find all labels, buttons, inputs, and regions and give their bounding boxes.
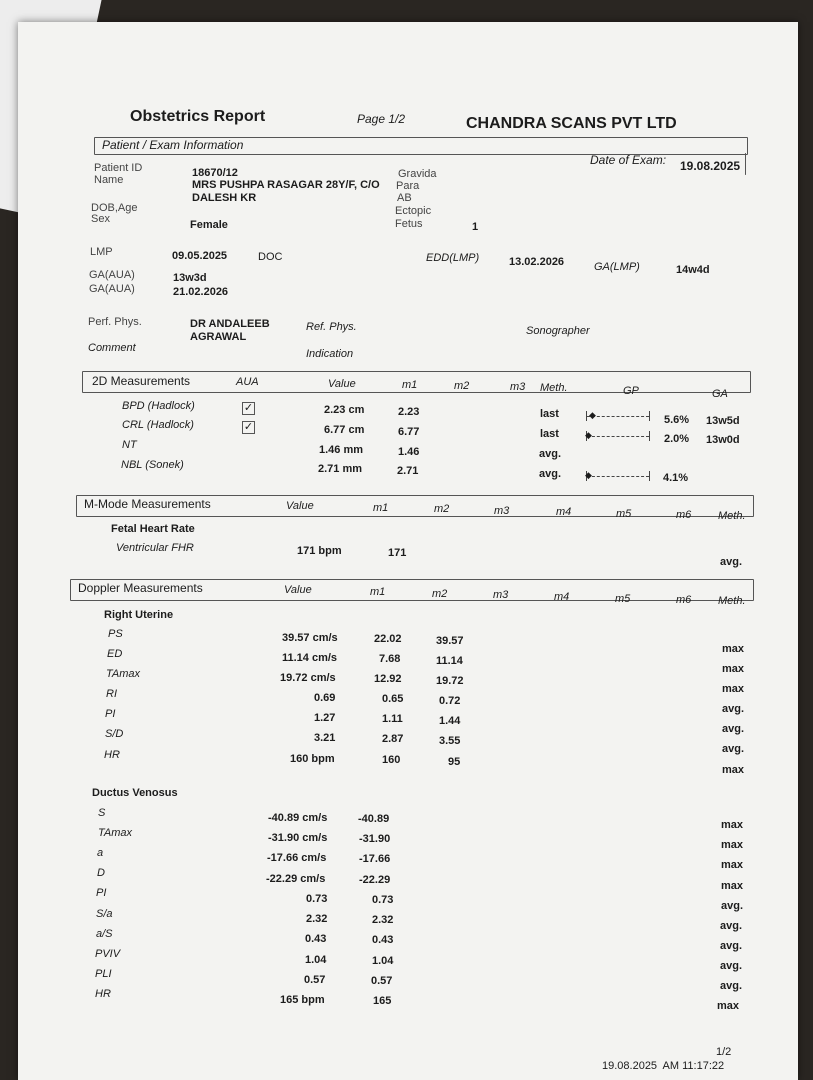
dv-row-m1: -31.90 <box>359 833 391 845</box>
ru-row-meth: avg. <box>722 703 745 715</box>
col-gp: GP <box>623 385 639 397</box>
dv-row-m1: -17.66 <box>359 853 391 865</box>
row-2d-gp: 5.6% <box>664 414 690 426</box>
mmode-col-m1: m1 <box>373 502 389 514</box>
ru-row-m2: 1.44 <box>439 715 461 727</box>
row-2d-gp: 2.0% <box>664 433 690 445</box>
ru-row-value: 160 bpm <box>290 753 335 765</box>
ru-row-meth: max <box>722 663 745 675</box>
mmode-row-m1: 171 <box>388 547 407 559</box>
ru-row-name: PI <box>105 708 116 720</box>
row-2d-gp: 4.1% <box>663 472 689 484</box>
mmode-col-m6: m6 <box>676 509 692 521</box>
dv-row-value: 1.04 <box>305 954 327 966</box>
edd-lmp-value: 13.02.2026 <box>509 256 565 268</box>
dv-row-meth: avg. <box>720 920 743 932</box>
doppler-col-m5: m5 <box>615 593 631 605</box>
mmode-col-value: Value <box>286 500 314 512</box>
ru-row-m2: 3.55 <box>439 735 461 747</box>
row-2d-value: 1.46 mm <box>319 444 364 456</box>
page-number: Page 1/2 <box>357 112 406 126</box>
sonographer-label: Sonographer <box>526 325 590 337</box>
ectopic-label: Ectopic <box>395 205 432 217</box>
ru-row-m2: 95 <box>448 756 461 768</box>
fetus-label: Fetus <box>395 218 423 230</box>
doppler-col-m4: m4 <box>554 591 570 603</box>
dv-row-name: S <box>98 807 106 819</box>
col-aua: AUA <box>236 376 259 388</box>
dv-row-name: a/S <box>96 928 113 940</box>
dv-row-value: 2.32 <box>306 913 328 925</box>
dv-row-name: D <box>97 867 105 879</box>
dv-row-name: a <box>97 847 104 859</box>
exam-date-label: Date of Exam: <box>590 153 667 167</box>
mmode-col-m4: m4 <box>556 506 572 518</box>
col-ga: GA <box>712 388 728 400</box>
gp-range-bar: ◆ <box>586 411 650 421</box>
dv-row-meth: avg. <box>720 940 743 952</box>
patient-id-value: 18670/12 <box>192 167 238 179</box>
row-2d-meth: avg. <box>539 448 562 460</box>
section-mmode-title: M-Mode Measurements <box>84 497 211 511</box>
perf-phys-line2: AGRAWAL <box>190 331 247 343</box>
ru-row-m2: 19.72 <box>436 675 464 687</box>
mmode-group-title: Fetal Heart Rate <box>111 523 195 535</box>
dv-row-value: 0.57 <box>304 974 326 986</box>
ru-row-m1: 1.11 <box>382 713 403 725</box>
row-2d-m1: 6.77 <box>398 426 420 438</box>
row-2d-ga: 13w0d <box>706 434 740 446</box>
mmode-row-name: Ventricular FHR <box>116 542 194 554</box>
ru-row-name: TAmax <box>106 668 141 680</box>
exam-date-value: 19.08.2025 <box>680 159 741 173</box>
gp-range-bar: ◆ <box>586 471 650 481</box>
dv-row-value: 0.43 <box>305 933 327 945</box>
report-page <box>18 22 798 1080</box>
col-m3: m3 <box>510 381 526 393</box>
ga-lmp-value: 14w4d <box>676 264 710 276</box>
patient-section-title: Patient / Exam Information <box>102 138 244 152</box>
dv-row-value: -17.66 cm/s <box>267 852 327 864</box>
ru-row-meth: max <box>722 683 745 695</box>
comment-label: Comment <box>88 342 136 354</box>
dv-row-value: -31.90 cm/s <box>268 832 328 844</box>
ru-row-value: 1.27 <box>314 712 336 724</box>
ru-row-value: 19.72 cm/s <box>280 672 336 684</box>
ru-row-name: PS <box>108 628 123 640</box>
dv-row-meth: max <box>721 880 744 892</box>
dv-row-m1: 165 <box>373 995 392 1007</box>
ga-aua-value-2: 21.02.2026 <box>173 286 229 298</box>
dv-row-m1: -22.29 <box>359 874 391 886</box>
row-2d-m1: 1.46 <box>398 446 420 458</box>
doppler-col-m1: m1 <box>370 586 386 598</box>
ru-row-value: 0.69 <box>314 692 336 704</box>
ga-aua-label-2: GA(AUA) <box>89 283 135 295</box>
patient-name-line2: DALESH KR <box>192 192 257 204</box>
row-2d-value: 6.77 cm <box>324 424 365 436</box>
dv-row-name: PI <box>96 887 107 899</box>
ru-row-value: 11.14 cm/s <box>282 652 338 664</box>
dv-row-m1: 0.57 <box>371 975 393 987</box>
mmode-row-value: 171 bpm <box>297 545 342 557</box>
row-2d-m1: 2.23 <box>398 406 420 418</box>
doppler-col-m3: m3 <box>493 589 509 601</box>
footer-timestamp: 19.08.2025 AM 11:17:22 <box>602 1060 725 1072</box>
dv-row-value: -40.89 cm/s <box>268 812 328 824</box>
lmp-label: LMP <box>90 246 113 258</box>
edd-lmp-label: EDD(LMP) <box>426 252 480 264</box>
aua-checkbox[interactable]: ✓ <box>243 421 254 433</box>
perf-phys-line1: DR ANDALEEB <box>190 318 270 330</box>
row-2d-name: NBL (Sonek) <box>121 459 184 471</box>
col-meth: Meth. <box>540 382 568 394</box>
indication-label: Indication <box>306 348 354 360</box>
col-m1: m1 <box>402 379 418 391</box>
ru-row-m1: 160 <box>382 754 401 766</box>
dv-row-value: -22.29 cm/s <box>266 873 326 885</box>
section-2d-title: 2D Measurements <box>92 374 191 388</box>
ru-row-m1: 2.87 <box>382 733 404 745</box>
ductus-venosus-title: Ductus Venosus <box>92 787 178 799</box>
row-2d-m1: 2.71 <box>397 465 419 477</box>
doc-label: DOC <box>258 251 283 263</box>
dv-row-value: 165 bpm <box>280 994 325 1006</box>
aua-checkbox[interactable]: ✓ <box>243 402 254 414</box>
ru-row-m1: 22.02 <box>374 633 402 645</box>
row-2d-ga: 13w5d <box>706 415 740 427</box>
doppler-col-m6: m6 <box>676 594 692 606</box>
ru-row-name: S/D <box>105 728 124 740</box>
doppler-col-m2: m2 <box>432 588 448 600</box>
dv-row-meth: avg. <box>721 900 744 912</box>
row-2d-name: CRL (Hadlock) <box>122 419 194 431</box>
dv-row-meth: max <box>721 859 744 871</box>
row-2d-name: BPD (Hadlock) <box>122 400 195 412</box>
patient-id-label: Patient ID <box>94 162 143 174</box>
mmode-col-m3: m3 <box>494 505 510 517</box>
ru-row-value: 3.21 <box>314 732 336 744</box>
row-2d-meth: last <box>540 428 559 440</box>
mmode-row-meth: avg. <box>720 556 743 568</box>
ru-row-m2: 11.14 <box>436 655 463 667</box>
perf-phys-label: Perf. Phys. <box>88 316 142 328</box>
dv-row-m1: 1.04 <box>372 955 394 967</box>
dv-row-meth: max <box>721 839 744 851</box>
section-doppler-title: Doppler Measurements <box>78 581 203 595</box>
dv-row-m1: 2.32 <box>372 914 394 926</box>
dv-row-name: PLI <box>95 968 112 980</box>
dv-row-name: S/a <box>96 908 113 920</box>
mmode-col-m2: m2 <box>434 503 450 515</box>
mmode-col-m5: m5 <box>616 508 632 520</box>
para-label: Para <box>396 180 420 192</box>
ru-row-meth: max <box>722 764 745 776</box>
gp-range-bar: ◆ <box>586 431 650 441</box>
col-value: Value <box>328 378 356 390</box>
ga-aua-label-1: GA(AUA) <box>89 269 135 281</box>
ru-row-meth: avg. <box>722 743 745 755</box>
ru-row-value: 39.57 cm/s <box>282 632 338 644</box>
footer-page: 1/2 <box>716 1046 732 1058</box>
dv-row-m1: 0.43 <box>372 934 394 946</box>
patient-name-line1: MRS PUSHPA RASAGAR 28Y/F, C/O <box>192 179 380 191</box>
dv-row-meth: avg. <box>720 960 743 972</box>
gravida-label: Gravida <box>398 168 437 180</box>
ru-row-m2: 0.72 <box>439 695 461 707</box>
col-m2: m2 <box>454 380 470 392</box>
dv-row-name: HR <box>95 988 111 1000</box>
mmode-col-meth: Meth. <box>718 510 746 522</box>
sex-label: Sex <box>91 213 110 225</box>
ref-phys-label: Ref. Phys. <box>306 321 357 333</box>
lmp-value: 09.05.2025 <box>172 250 228 262</box>
dv-row-m1: -40.89 <box>358 813 390 825</box>
ru-row-m1: 0.65 <box>382 693 404 705</box>
ru-row-meth: avg. <box>722 723 745 735</box>
dv-row-name: PVIV <box>95 948 121 960</box>
dv-row-name: TAmax <box>98 827 133 839</box>
dv-row-meth: max <box>721 819 744 831</box>
ru-row-m2: 39.57 <box>436 635 464 647</box>
ru-row-m1: 12.92 <box>374 673 402 685</box>
dv-row-meth: avg. <box>720 980 743 992</box>
dob-age-label: DOB,Age <box>91 202 138 214</box>
row-2d-name: NT <box>122 439 137 451</box>
ru-row-name: ED <box>107 648 123 660</box>
report-title: Obstetrics Report <box>130 108 266 125</box>
name-label: Name <box>94 174 124 186</box>
doppler-col-meth: Meth. <box>718 595 746 607</box>
dv-row-meth: max <box>717 1000 740 1012</box>
date-divider <box>745 153 746 175</box>
ru-row-meth: max <box>722 643 745 655</box>
sex-value: Female <box>190 219 228 231</box>
ga-lmp-label: GA(LMP) <box>594 261 640 273</box>
right-uterine-title: Right Uterine <box>104 609 174 621</box>
row-2d-meth: avg. <box>539 468 562 480</box>
company-name: CHANDRA SCANS PVT LTD <box>466 115 677 132</box>
ab-label: AB <box>397 192 412 204</box>
ga-aua-value-1: 13w3d <box>173 272 207 284</box>
ru-row-name: HR <box>104 749 120 761</box>
dv-row-m1: 0.73 <box>372 894 394 906</box>
dv-row-value: 0.73 <box>306 893 328 905</box>
ru-row-m1: 7.68 <box>379 653 401 665</box>
doppler-col-value: Value <box>284 584 312 596</box>
row-2d-value: 2.71 mm <box>318 463 363 475</box>
ru-row-name: RI <box>106 688 117 700</box>
row-2d-value: 2.23 cm <box>324 404 365 416</box>
row-2d-meth: last <box>540 408 559 420</box>
fetus-value: 1 <box>472 221 479 233</box>
